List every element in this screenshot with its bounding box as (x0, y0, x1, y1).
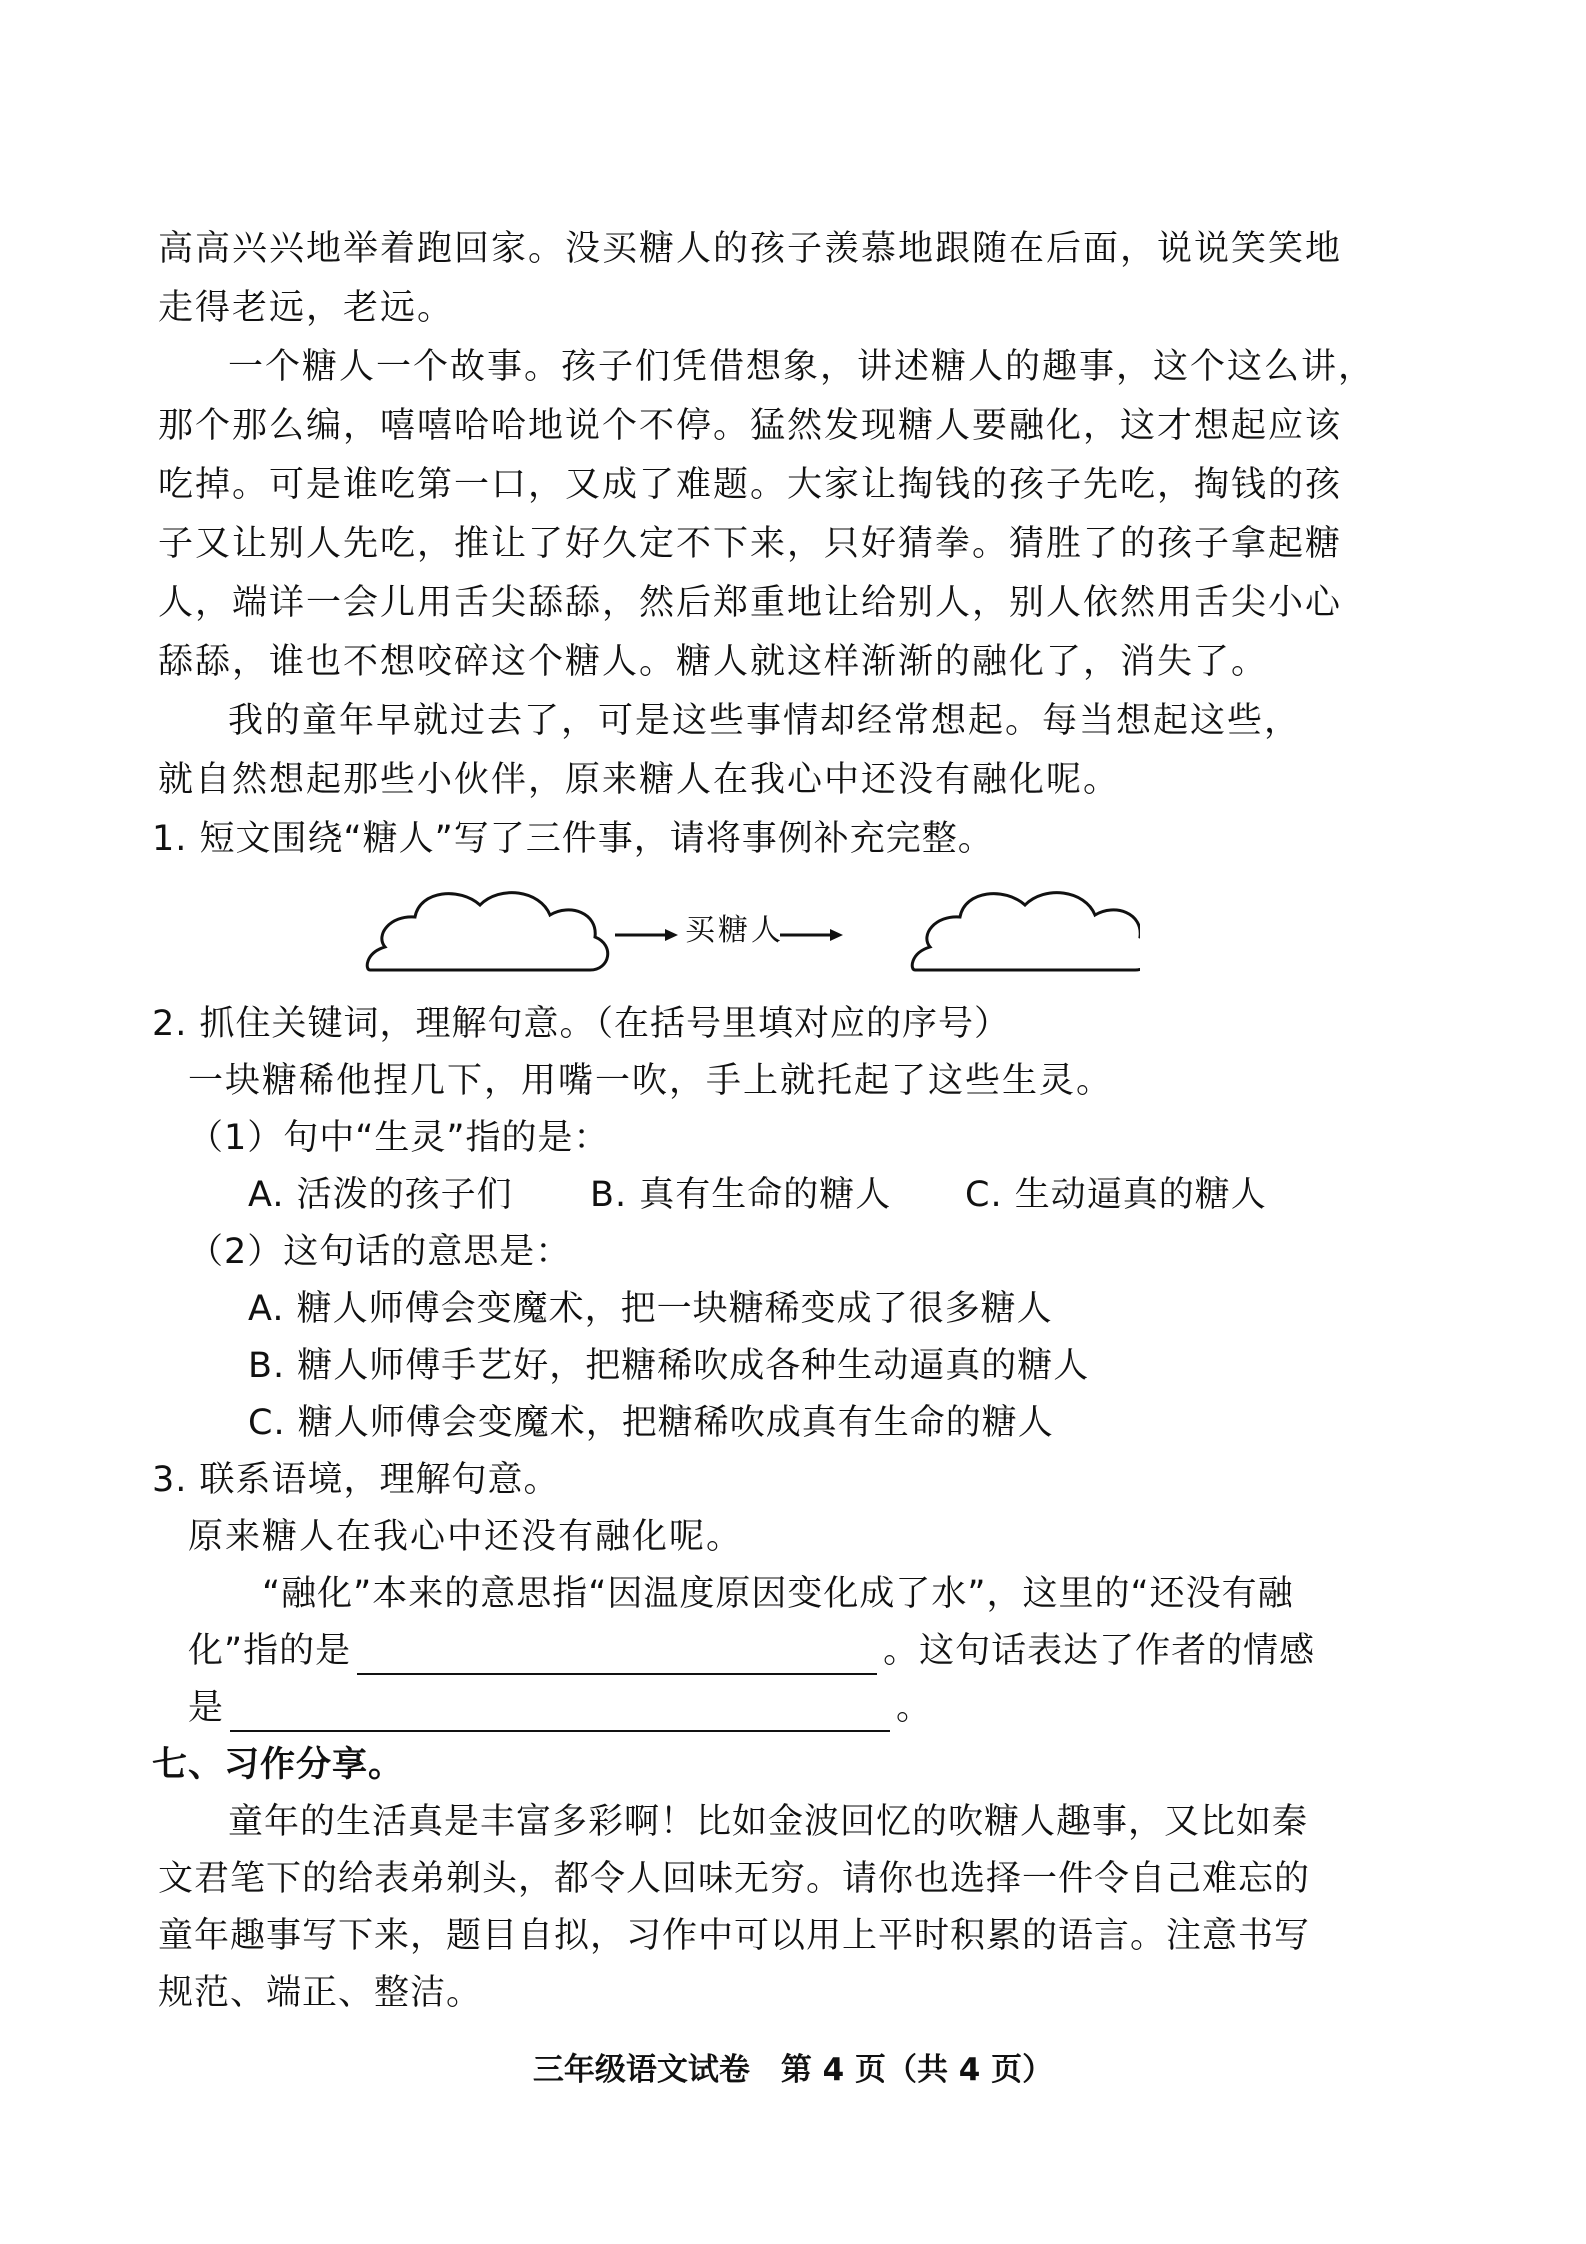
question-2-sub2-option-b: B. 糖人师傅手艺好，把糖稀吹成各种生动逼真的糖人 (248, 1346, 1090, 1386)
question-3-line2 (188, 1627, 1315, 1675)
passage-line: 就自然想起那些小伙伴，原来糖人在我心中还没有融化呢。 (158, 760, 1121, 800)
question-2-sub1-option-b: B. 真有生命的糖人 (590, 1175, 892, 1215)
page-footer: 三年级语文试卷 第 4 页（共 4 页） (532, 2052, 1054, 2088)
question-2-sub1-option-c: C. 生动逼真的糖人 (965, 1175, 1267, 1215)
question-2-sub1-option-a: A. 活泼的孩子们 (248, 1175, 513, 1215)
question-2-sentence: 一块糖稀他捏几下，用嘴一吹，手上就托起了这些生灵。 (188, 1061, 1114, 1101)
section-7-line: 童年趣事写下来，题目自拟，习作中可以用上平时积累的语言。注意书写 (158, 1916, 1311, 1956)
passage-line: 那个那么编，嘻嘻哈哈地说个不停。猛然发现糖人要融化，这才想起应该 (158, 406, 1343, 446)
question-3-line3 (188, 1684, 932, 1732)
question-2-sub2: （2）这句话的意思是： (188, 1232, 572, 1272)
arrow-head-right (830, 929, 843, 941)
question-3-line3-prefix: 是 (188, 1688, 225, 1728)
passage-line: 高高兴兴地举着跑回家。没买糖人的孩子羡慕地跟随在后面，说说笑笑地 (158, 229, 1343, 269)
flow-diagram (360, 875, 1140, 989)
flow-middle-label: 买糖人 (685, 913, 784, 948)
passage-line: 舔舔，谁也不想咬碎这个糖人。糖人就这样渐渐的融化了，消失了。 (158, 642, 1269, 682)
question-1: 1. 短文围绕“糖人”写了三件事，请将事例补充完整。 (152, 819, 994, 859)
answer-blank-meaning[interactable] (357, 1639, 877, 1675)
answer-blank-emotion[interactable] (230, 1696, 890, 1732)
question-3-line1: “融化”本来的意思指“因温度原因变化成了水”，这里的“还没有融 (262, 1574, 1294, 1614)
question-3-sentence: 原来糖人在我心中还没有融化呢。 (188, 1517, 744, 1557)
question-2: 2. 抓住关键词，理解句意。（在括号里填对应的序号） (152, 1004, 1011, 1044)
section-7-line: 规范、端正、整洁。 (158, 1973, 483, 2013)
passage-line: 走得老远，老远。 (158, 288, 455, 328)
cloud-shape-right (912, 893, 1140, 970)
question-3: 3. 联系语境，理解句意。 (152, 1460, 560, 1500)
passage-line: 我的童年早就过去了，可是这些事情却经常想起。每当想起这些， (228, 701, 1302, 741)
question-2-sub1: （1）句中“生灵”指的是： (188, 1118, 610, 1158)
passage-line: 人，端详一会儿用舌尖舔舔，然后郑重地让给别人，别人依然用舌尖小心 (158, 583, 1343, 623)
cloud-shape-left (367, 893, 608, 970)
question-3-line2-suffix: 。这句话表达了作者的情感 (883, 1631, 1316, 1671)
section-7-line: 文君笔下的给表弟剃头，都令人回味无穷。请你也选择一件令自己难忘的 (158, 1859, 1311, 1899)
passage-line: 吃掉。可是谁吃第一口，又成了难题。大家让掏钱的孩子先吃，掏钱的孩 (158, 465, 1343, 505)
passage-line: 子又让别人先吃，推让了好久定不下来，只好猜拳。猜胜了的孩子拿起糖 (158, 524, 1343, 564)
question-2-sub2-option-c: C. 糖人师傅会变魔术，把糖稀吹成真有生命的糖人 (248, 1403, 1054, 1443)
arrow-head-left (665, 929, 678, 941)
question-3-line2-prefix: 化”指的是 (188, 1631, 352, 1671)
question-3-line3-suffix: 。 (896, 1688, 933, 1728)
question-2-sub2-option-a: A. 糖人师傅会变魔术，把一块糖稀变成了很多糖人 (248, 1289, 1053, 1329)
passage-line: 一个糖人一个故事。孩子们凭借想象，讲述糖人的趣事，这个这么讲， (228, 347, 1376, 387)
section-7-title: 七、习作分享。 (152, 1745, 405, 1785)
section-7-line: 童年的生活真是丰富多彩啊！比如金波回忆的吹糖人趣事，又比如秦 (228, 1802, 1309, 1842)
